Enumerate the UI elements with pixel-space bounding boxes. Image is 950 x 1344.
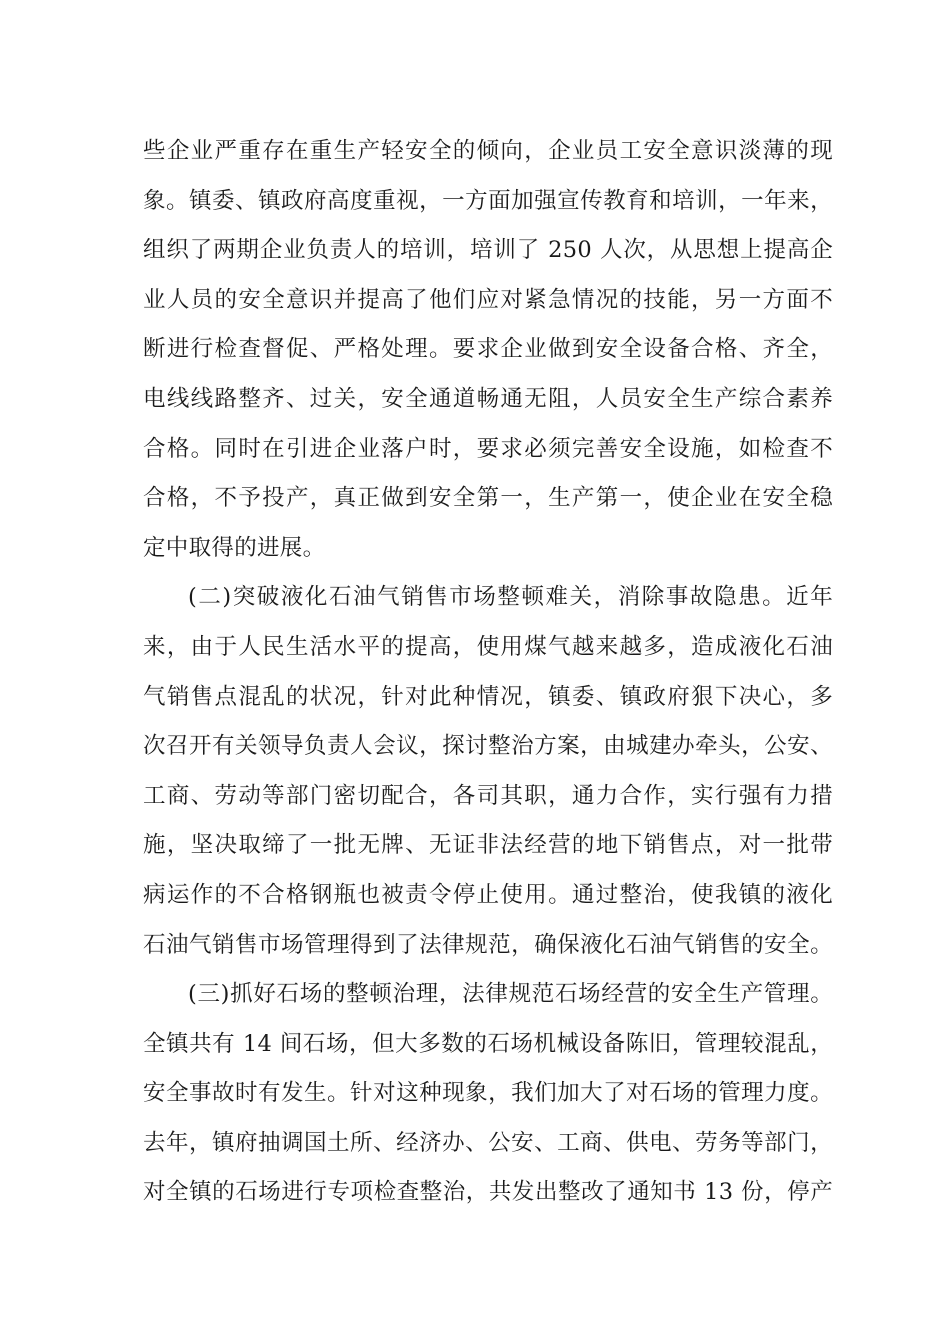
text-line: 象。镇委、镇政府高度重视，一方面加强宣传教育和培训，一年来， bbox=[143, 187, 833, 214]
text-line: 去年，镇府抽调国土所、经济办、公安、工商、供电、劳务等部门， bbox=[143, 1129, 833, 1156]
text-line: 工商、劳动等部门密切配合，各司其职，通力合作，实行强有力措 bbox=[143, 782, 833, 809]
text-line: 组织了两期企业负责人的培训，培训了 250 人次，从思想上提高企 bbox=[143, 237, 833, 264]
text-line: 对全镇的石场进行专项检查整治，共发出整改了通知书 13 份，停产 bbox=[143, 1179, 833, 1206]
text-line: 合格，不予投产，真正做到安全第一，生产第一，使企业在安全稳 bbox=[143, 485, 833, 512]
text-line: 来，由于人民生活水平的提高，使用煤气越来越多，造成液化石油 bbox=[143, 633, 833, 660]
body-text bbox=[143, 127, 833, 1218]
text-line: 气销售点混乱的状况，针对此种情况，镇委、镇政府狠下决心，多 bbox=[143, 683, 833, 710]
paragraph-first-line: (三)抓好石场的整顿治理，法律规范石场经营的安全生产管理。 bbox=[188, 981, 833, 1008]
text-line: 施，坚决取缔了一批无牌、无证非法经营的地下销售点，对一批带 bbox=[143, 832, 833, 859]
text-line: 定中取得的进展。 bbox=[143, 534, 326, 561]
text-line: 合格。同时在引进企业落户时，要求必须完善安全设施，如检查不 bbox=[143, 435, 833, 462]
text-line: 电线线路整齐、过关，安全通道畅通无阻，人员安全生产综合素养 bbox=[143, 385, 833, 412]
text-line: 安全事故时有发生。针对这种现象，我们加大了对石场的管理力度。 bbox=[143, 1080, 833, 1107]
text-line: 业人员的安全意识并提高了他们应对紧急情况的技能，另一方面不 bbox=[143, 286, 833, 313]
text-line: 全镇共有 14 间石场，但大多数的石场机械设备陈旧，管理较混乱， bbox=[143, 1030, 833, 1057]
text-line: 次召开有关领导负责人会议，探讨整治方案，由城建办牵头，公安、 bbox=[143, 733, 833, 760]
paragraph-first-line: (二)突破液化石油气销售市场整顿难关，消除事故隐患。近年 bbox=[188, 584, 833, 611]
text-line: 些企业严重存在重生产轻安全的倾向，企业员工安全意识淡薄的现 bbox=[143, 138, 833, 164]
text-line: 石油气销售市场管理得到了法律规范，确保液化石油气销售的安全。 bbox=[143, 931, 833, 958]
text-line: 断进行检查督促、严格处理。要求企业做到安全设备合格、齐全， bbox=[143, 336, 833, 363]
text-line: 病运作的不合格钢瓶也被责令停止使用。通过整治，使我镇的液化 bbox=[143, 881, 833, 908]
